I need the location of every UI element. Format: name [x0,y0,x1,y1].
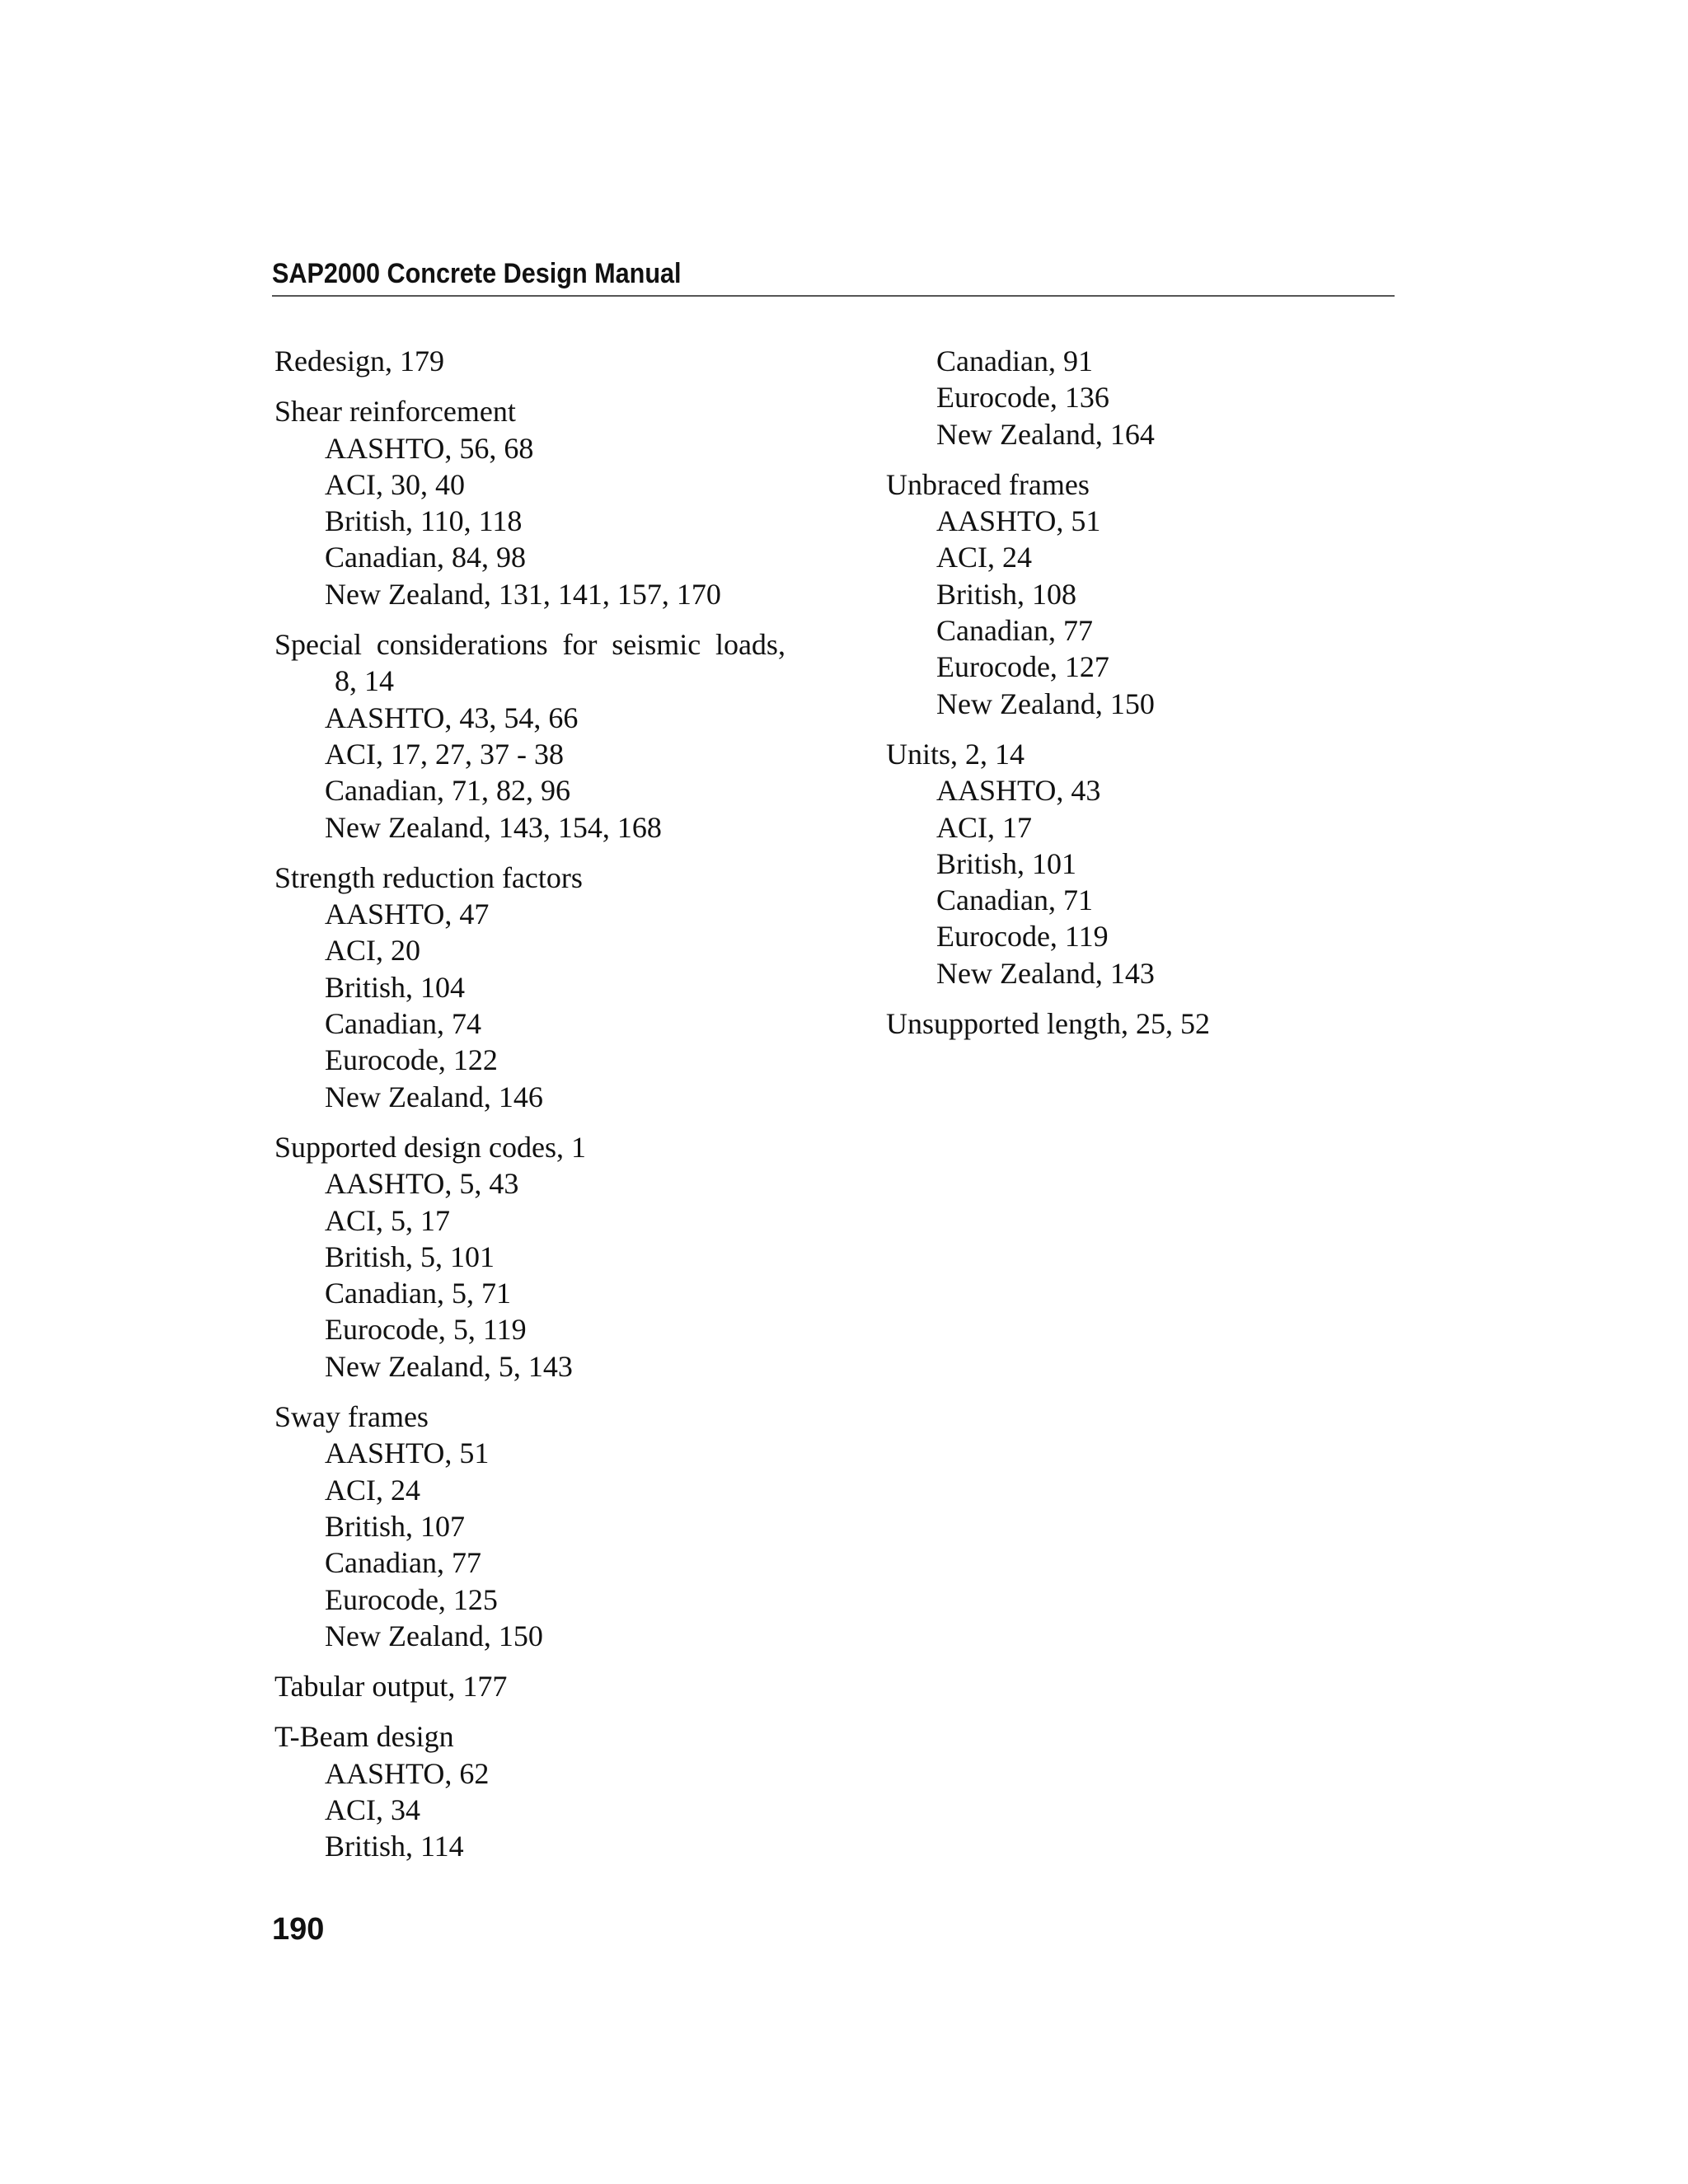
index-column-left [274,343,802,1865]
index-subentry: New Zealand, 146 [325,1080,543,1113]
index-entry-heading: Unbraced frames [886,467,1090,501]
heading-word: Special [274,628,362,662]
index-subentry: Canadian, 77 [325,1546,481,1580]
page-number: 190 [272,1912,325,1947]
index-subentry: New Zealand, 5, 143 [325,1349,573,1383]
index-subentry: New Zealand, 150 [936,687,1155,720]
index-subentry: Eurocode, 122 [325,1043,498,1077]
index-subentry: AASHTO, 51 [325,1436,490,1470]
index-subentry: British, 104 [325,970,466,1004]
index-subentry: British, 108 [936,577,1077,611]
index-subentry: New Zealand, 143, 154, 168 [325,810,662,844]
index-subentry: Canadian, 71 [936,883,1093,917]
index-subentry: Eurocode, 125 [325,1582,498,1616]
index-subentry: Canadian, 77 [936,614,1093,648]
index-subentry: ACI, 34 [325,1793,420,1826]
header-title: SAP2000 Concrete Design Manual [272,258,682,289]
index-subentry: ACI, 24 [325,1473,420,1507]
index-subentry: AASHTO, 56, 68 [325,431,534,465]
index-subentry: ACI, 5, 17 [325,1203,450,1237]
index-subentry: AASHTO, 5, 43 [325,1167,519,1201]
index-entry: Unsupported length, 25, 52 [886,1007,1210,1041]
index-subentry: New Zealand, 131, 141, 157, 170 [325,577,721,611]
index-subentry: AASHTO, 43, 54, 66 [325,701,579,734]
index-subentry: British, 5, 101 [325,1240,495,1273]
index-subentry: AASHTO, 51 [936,504,1101,538]
index-subentry: ACI, 17, 27, 37 - 38 [325,737,564,771]
index-entry-heading: Supported design codes, 1 [274,1130,586,1164]
heading-word: seismic [612,628,701,662]
index-entry: Tabular output, 177 [274,1670,508,1704]
index-subentry: Eurocode, 119 [936,920,1109,954]
index-subentry: British, 101 [936,846,1077,880]
index-subentry: ACI, 24 [936,541,1032,574]
index-subentry: Canadian, 84, 98 [325,541,526,574]
index-entry-heading: T-Beam design [274,1720,454,1754]
index-subentry: Eurocode, 136 [936,381,1109,415]
index-subentry: ACI, 17 [936,810,1032,844]
index-subentry: New Zealand, 164 [936,417,1155,451]
index-subentry: Canadian, 5, 71 [325,1277,511,1310]
index-subentry: AASHTO, 47 [325,898,490,931]
index-entry-heading [274,626,785,663]
index-column-right [886,343,1414,1042]
index-subentry: AASHTO, 62 [325,1756,490,1790]
index-subentry: New Zealand, 143 [936,956,1155,990]
index-subentry: Canadian, 91 [936,344,1093,377]
index-subentry: Eurocode, 5, 119 [325,1313,527,1347]
index-entry-heading: Strength reduction factors [274,860,583,894]
index-subentry: New Zealand, 150 [325,1619,543,1652]
index-entry-heading: Units, 2, 14 [886,737,1025,771]
heading-word: considerations [376,628,548,662]
index-subentry: British, 107 [325,1509,466,1543]
index-subentry: Canadian, 71, 82, 96 [325,774,570,808]
index-subentry: Canadian, 74 [325,1007,481,1041]
index-entry-heading: Sway frames [274,1400,429,1434]
heading-word: for [562,628,598,662]
index-subentry: British, 114 [325,1830,464,1863]
index-entry-continuation: 8, 14 [335,664,394,698]
index-entry-heading: Shear reinforcement [274,395,516,429]
index-subentry: ACI, 20 [325,934,420,968]
index-subentry: AASHTO, 43 [936,774,1101,808]
running-header [272,257,1395,297]
index-entry: Redesign, 179 [274,344,444,377]
heading-word: loads, [715,628,785,662]
index-subentry: ACI, 30, 40 [325,467,465,501]
index-subentry: British, 110, 118 [325,504,523,538]
index-subentry: Eurocode, 127 [936,650,1109,684]
